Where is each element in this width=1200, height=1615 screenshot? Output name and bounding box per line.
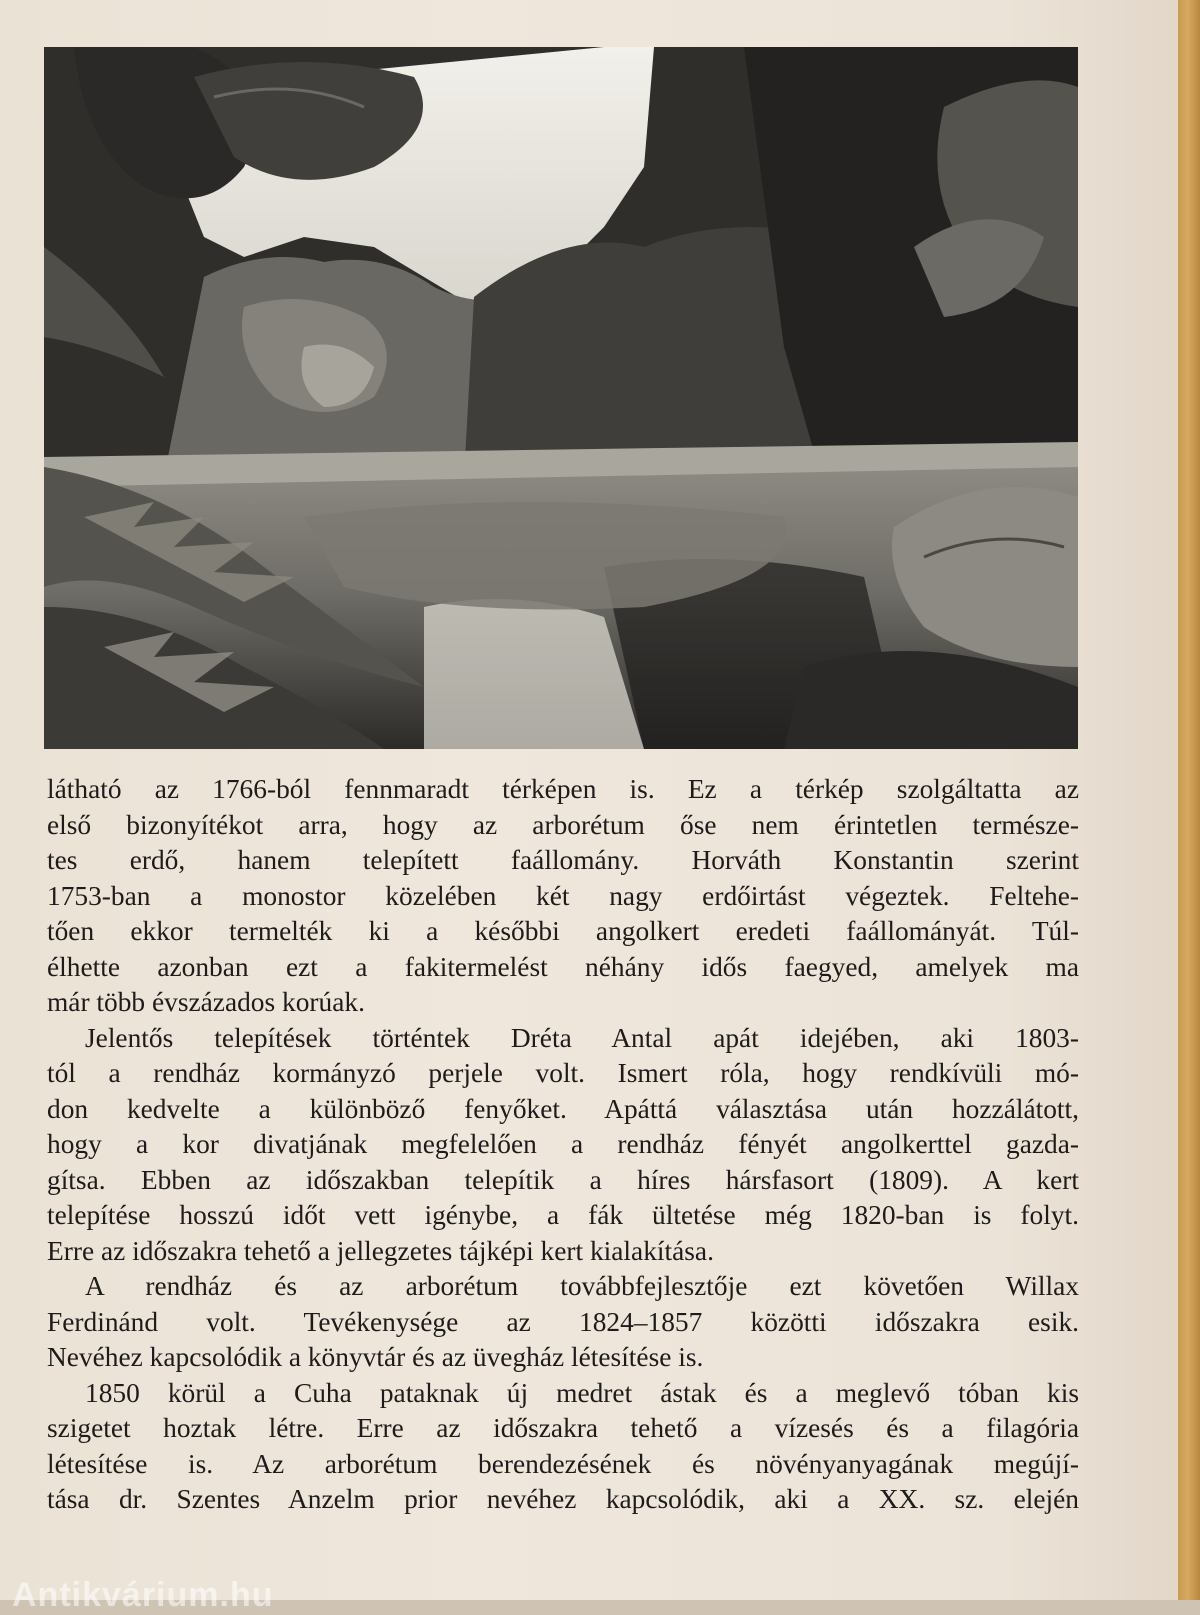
text-line: hogy a kor divatjának megfelelően a rendház fényét angolkerttel gazda- [47,1129,1079,1159]
text-line: látható az 1766-ból fennmaradt térképen is. Ez a térkép szolgáltatta az [47,774,1079,804]
paragraph-2 [47,1021,1079,1270]
book-edge [1178,0,1200,1600]
paragraph-3 [47,1269,1079,1376]
text-line: 1850 körül a Cuha pataknak új medret ástak és a meglevő tóban kis [85,1377,1079,1408]
text-line: szigetet hoztak létre. Erre az időszakra tehető a vízesés és a filagória [47,1413,1079,1443]
text-line: don kedvelte a különböző fenyőket. Apáttá választása után hozzálátott, [47,1093,1079,1124]
text-line: tása dr. Szentes Anzelm prior nevéhez kapcsolódik, aki a XX. sz. elején [47,1484,1079,1514]
text-line: telepítése hosszú időt vett igénybe, a fák ültetése még 1820-ban is folyt. [47,1200,1079,1230]
body-text [47,772,1079,1518]
text-line: gítsa. Ebben az időszakban telepítik a híres hársfasort (1809). A kert [47,1164,1079,1195]
paragraph-4 [47,1376,1079,1518]
text-line: tes erdő, hanem telepített faállomány. Horváth Konstantin szerint [47,845,1079,875]
text-line: létesítése is. Az arborétum berendezésének és növényanyagának megújí- [47,1448,1079,1479]
text-line: első bizonyítékot arra, hogy az arborétum őse nem érintetlen természe- [47,809,1079,840]
lake-photograph [44,47,1078,749]
text-line: Ferdinánd volt. Tevékenysége az 1824–1857 közötti időszakra esik. [47,1306,1079,1337]
watermark: Antikvárium.hu [12,1576,274,1614]
text-line: Erre az időszakra tehető a jellegzetes tájképi kert kialakítása. [47,1235,714,1266]
text-line: 1753-ban a monostor közelében két nagy erdőirtást végeztek. Feltehe- [47,880,1079,911]
photo-illustration [44,47,1078,749]
text-line: tően ekkor termelték ki a későbbi angolkert eredeti faállományát. Túl- [47,916,1079,946]
text-line: Nevéhez kapcsolódik a könyvtár és az üvegház létesítése is. [47,1342,704,1372]
text-line: Jelentős telepítések történtek Dréta Antal apát idejében, aki 1803- [85,1022,1079,1053]
text-line: A rendház és az arborétum továbbfejlesztője ezt követően Willax [85,1271,1079,1301]
text-line: tól a rendház kormányzó perjele volt. Ismert róla, hogy rendkívüli mó- [47,1058,1079,1088]
paragraph-1 [47,772,1079,1021]
text-line: élhette azonban ezt a fakitermelést néhány idős faegyed, amelyek ma [47,951,1079,982]
text-line: már több évszázados korúak. [47,987,365,1017]
